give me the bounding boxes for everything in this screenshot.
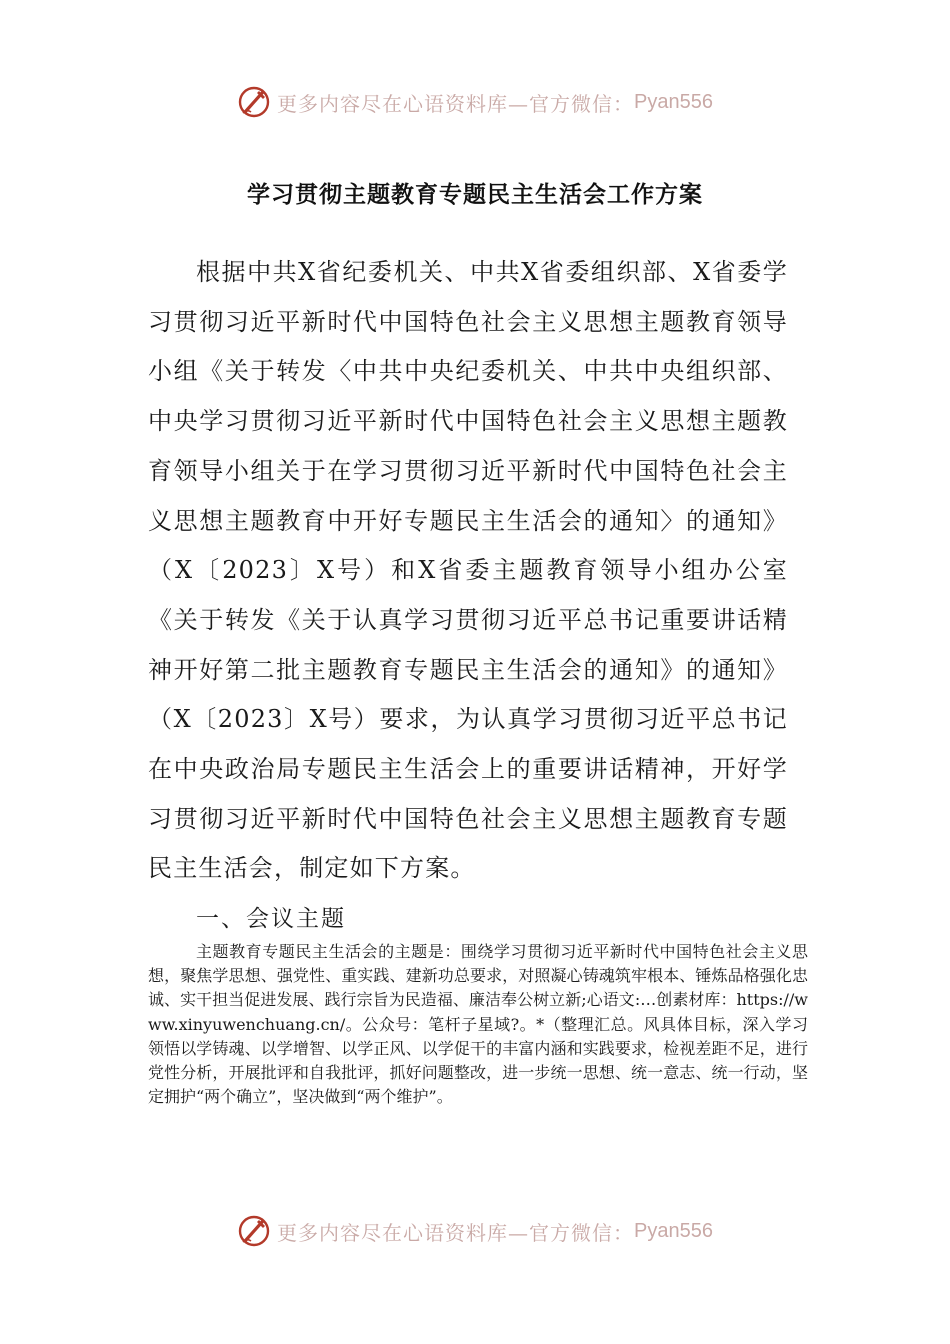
footer-banner-text: 更多内容尽在心语资料库—官方微信：	[277, 1220, 635, 1245]
document-title: 学习贯彻主题教育专题民主生活会工作方案	[247, 182, 703, 208]
section-1-heading: 一、会议主题	[196, 906, 346, 932]
footer-banner-account: Pyan556	[634, 1219, 713, 1242]
footer-banner	[0, 1211, 950, 1251]
header-banner-account: Pyan556	[634, 90, 713, 113]
pen-circle-logo-icon	[237, 1214, 271, 1248]
pen-circle-logo-icon	[237, 85, 271, 119]
section-1-body: 主题教育专题民主生活会的主题是：围绕学习贯彻习近平新时代中国特色社会主义思想，聚焦学思想、强党性、重实践、建新功总要求，对照凝心铸魂筑牢根本、锤炼品格强化忠诚、实干担当促进发展、践行宗旨为民造福、廉洁奉公树立新;心语文:…创素材库：https://www.xinyuwenchuang.cn/。公众号：笔杆子星域?。*（整理汇总。风具体目标，深入学习领悟以学铸魂、以学增智、以学正风、以学促干的丰富内涵和实践要求，检视差距不足，进行党性分析，开展批评和自我批评，抓好问题整改，进一步统一思想、统一意志、统一行动，坚定拥护“两个确立”，坚决做到“两个维护”。	[148, 942, 808, 1107]
intro-paragraph: 根据中共X省纪委机关、中共X省委组织部、X省委学习贯彻习近平新时代中国特色社会主义思想主题教育领导小组《关于转发〈中共中央纪委机关、中共中央组织部、中央学习贯彻习近平新时代中国特色社会主义思想主题教育领导小组关于在学习贯彻习近平新时代中国特色社会主义思想主题教育中开好专题民主生活会的通知〉的通知》（X〔2023〕X号）和X省委主题教育领导小组办公室《关于转发《关于认真学习贯彻习近平总书记重要讲话精神开好第二批主题教育专题民主生活会的通知》的通知》（X〔2023〕X号）要求，为认真学习贯彻习近平总书记在中央政治局专题民主生活会上的重要讲话精神，开好学习贯彻习近平新时代中国特色社会主义思想主题教育专题民主生活会，制定如下方案。	[148, 258, 788, 883]
header-banner-text: 更多内容尽在心语资料库—官方微信：	[277, 91, 635, 116]
header-banner	[0, 82, 950, 122]
